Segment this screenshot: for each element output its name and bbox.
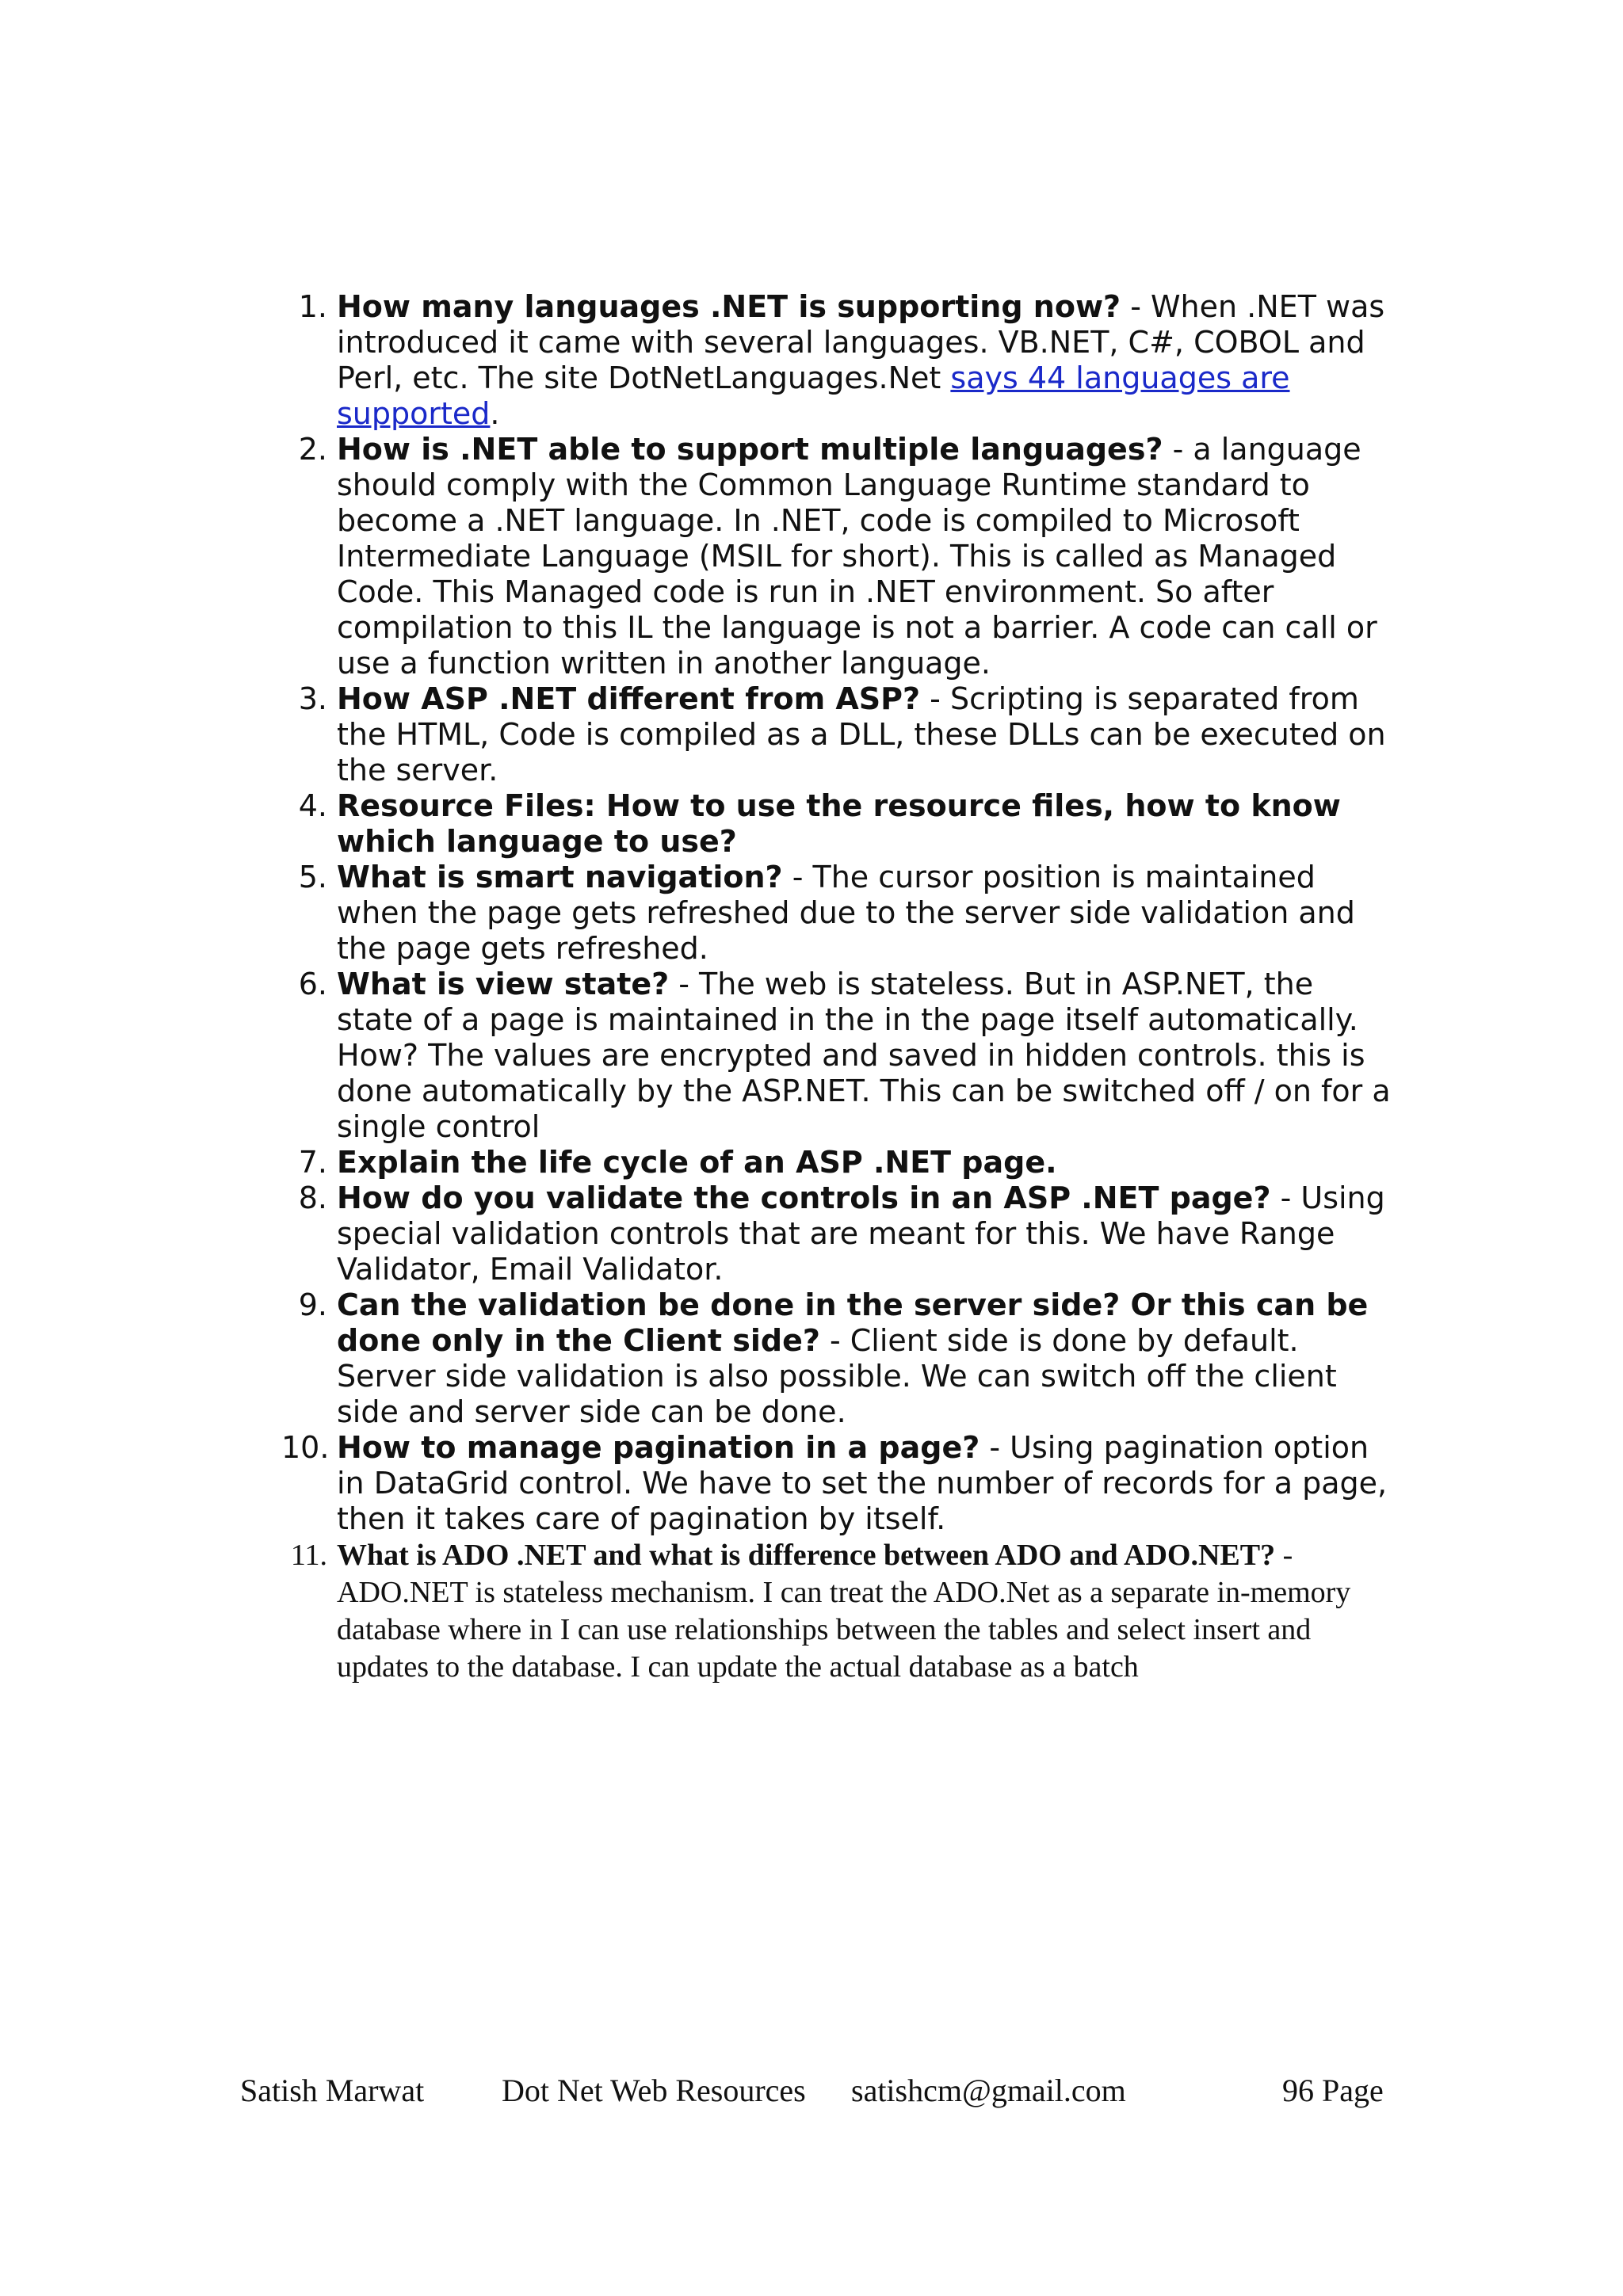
- faq-item-10: [281, 1430, 1391, 1537]
- item-number: 5.: [298, 860, 327, 894]
- answer-text: - Using pagination option in DataGrid control. We have to set the number of records for a page, then it takes care of pagination by itself.: [337, 1430, 1388, 1536]
- faq-item-9: [281, 1287, 1391, 1430]
- faq-item-5: [281, 860, 1391, 967]
- faq-item-2: [281, 432, 1391, 681]
- question-text: How many languages .NET is supporting now?: [337, 289, 1121, 324]
- answer-text: - ADO.NET is stateless mechanism. I can treat the ADO.Net as a separate in-memory database where in I can use relationships between the tables and select insert and updates to the database. I can update the actual database as a batch: [337, 1539, 1351, 1684]
- footer-page-number: 96 Page: [1282, 2073, 1384, 2108]
- footer-author: Satish Marwat: [240, 2073, 425, 2108]
- faq-item-7: [281, 1145, 1391, 1180]
- question-text: What is view state?: [337, 967, 670, 1001]
- answer-text: - The web is stateless. But in ASP.NET, the state of a page is maintained in the in the page itself automatically. How? The values are encrypted and saved in hidden controls. this is done automatically by the ASP.NET. This can be switched off / on for a single control: [337, 967, 1391, 1144]
- question-text: How do you validate the controls in an ASP .NET page?: [337, 1180, 1271, 1215]
- answer-text: - Client side is done by default. Server side validation is also possible. We can switch off the client side and server side can be done.: [337, 1323, 1337, 1429]
- footer-email: satishcm@gmail.com: [851, 2073, 1126, 2108]
- question-text: Resource Files: How to use the resource files, how to know which language to use?: [337, 788, 1341, 859]
- faq-item-3: [281, 681, 1391, 788]
- item-number: 1.: [298, 289, 327, 324]
- question-text: How to manage pagination in a page?: [337, 1430, 980, 1465]
- answer-text: - When .NET was introduced it came with several languages. VB.NET, C#, COBOL and Perl, etc. The site DotNetLanguages.Net: [337, 289, 1385, 395]
- faq-item-11: [281, 1537, 1391, 1686]
- question-text: How is .NET able to support multiple languages?: [337, 432, 1163, 467]
- item-number: 6.: [298, 967, 327, 1001]
- item-number: 3.: [298, 681, 327, 716]
- question-text: Explain the life cycle of an ASP .NET page.: [337, 1145, 1057, 1180]
- question-text: How ASP .NET different from ASP?: [337, 681, 921, 716]
- item-number: 7.: [298, 1145, 327, 1180]
- question-text: What is smart navigation?: [337, 860, 783, 894]
- footer-site: Dot Net Web Resources: [502, 2073, 806, 2108]
- faq-list: [281, 289, 1391, 1686]
- faq-item-4: [281, 788, 1391, 860]
- item-number: 10.: [281, 1430, 330, 1465]
- answer-text: - Scripting is separated from the HTML, Code is compiled as a DLL, these DLLs can be executed on the server.: [337, 681, 1386, 788]
- answer-text: - Using special validation controls that are meant for this. We have Range Validator, Email Validator.: [337, 1180, 1385, 1287]
- question-text: Can the validation be done in the server side? Or this can be done only in the Client side?: [337, 1287, 1369, 1358]
- question-text: What is ADO .NET and what is difference between ADO and ADO.NET?: [337, 1539, 1276, 1572]
- item-number: 8.: [298, 1180, 327, 1215]
- item-number: 2.: [298, 432, 327, 467]
- item-number: 9.: [298, 1287, 327, 1322]
- item-number: 11.: [290, 1539, 327, 1572]
- languages-link[interactable]: says 44 languages are supported: [337, 360, 1290, 431]
- faq-item-1: [281, 289, 1391, 432]
- answer-text: - The cursor position is maintained when the page gets refreshed due to the server side validation and the page gets refreshed.: [337, 860, 1355, 966]
- faq-item-8: [281, 1180, 1391, 1287]
- answer-text: - a language should comply with the Common Language Runtime standard to become a .NET language. In .NET, code is compiled to Microsoft Intermediate Language (MSIL for short). This is called as Managed Code. This Managed code is run in .NET environment. So after compilation to this IL the language is not a barrier. A code can call or use a function written in another language.: [337, 432, 1377, 681]
- faq-item-6: [281, 967, 1391, 1145]
- item-number: 4.: [298, 788, 327, 823]
- answer-tail: .: [490, 396, 500, 431]
